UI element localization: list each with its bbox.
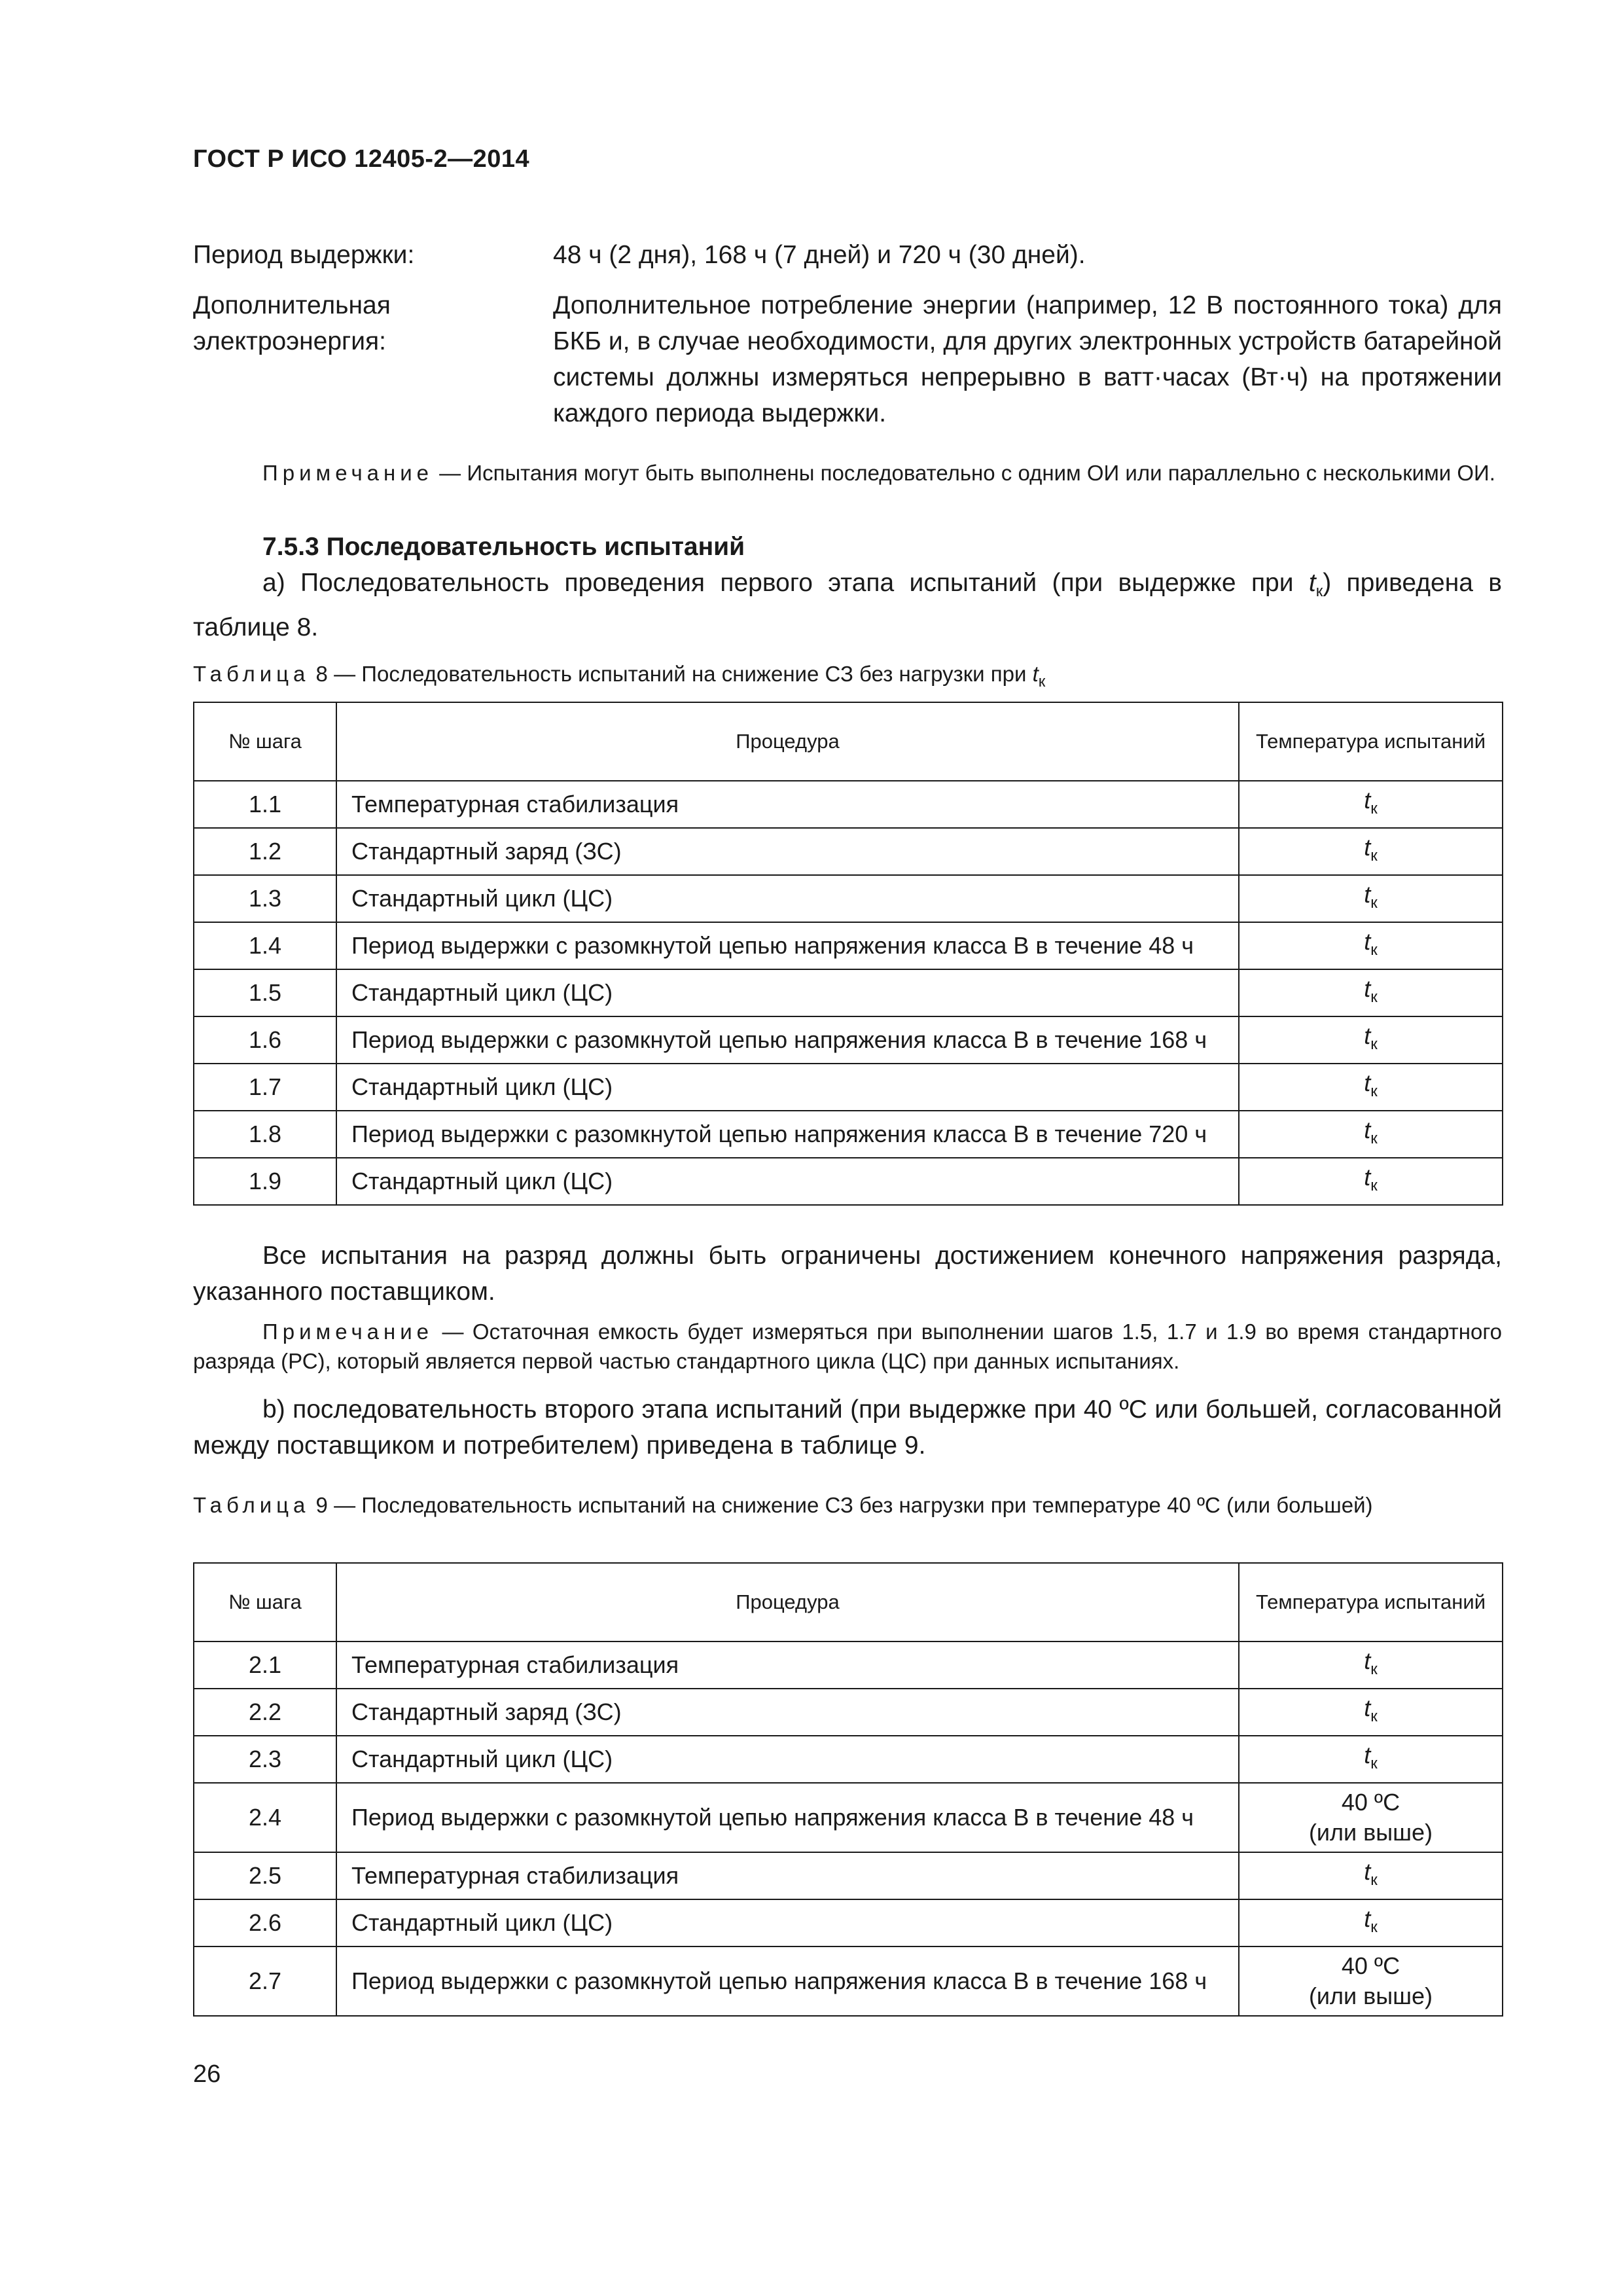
- column-header-step: № шага: [194, 1563, 336, 1641]
- paragraph-a: [193, 565, 1502, 645]
- procedure-cell: Стандартный цикл (ЦС): [336, 1064, 1239, 1111]
- symbol-letter: t: [1364, 1163, 1371, 1191]
- note-1: [193, 458, 1502, 488]
- note-label: Примечание: [262, 461, 434, 485]
- symbol-letter: t: [1308, 569, 1316, 597]
- procedure-cell: Стандартный заряд (ЗС): [336, 1689, 1239, 1736]
- t-k-symbol: [1364, 786, 1378, 817]
- note-label: Примечание: [262, 1319, 434, 1344]
- t-k-symbol: [1032, 662, 1046, 691]
- t-k-symbol: [1364, 1647, 1378, 1678]
- temperature-cell: [1239, 1736, 1503, 1783]
- note-text: — Остаточная емкость будет измеряться при выполнении шагов 1.5, 1.7 и 1.9 во время стандартного разряда (РС), который является первой частью стандартного цикла (ЦС) при данных испытаниях.: [193, 1319, 1502, 1373]
- document-code-header: ГОСТ Р ИСО 12405-2—2014: [193, 145, 530, 173]
- symbol-letter: t: [1364, 1741, 1371, 1768]
- t-k-symbol: [1308, 569, 1323, 600]
- temperature-cell: [1239, 828, 1503, 875]
- procedure-cell: Температурная стабилизация: [336, 781, 1239, 828]
- symbol-letter: t: [1364, 1694, 1371, 1721]
- temperature-cell: 40 ºС (или выше): [1239, 1783, 1503, 1852]
- symbol-letter: t: [1364, 786, 1371, 814]
- t-k-symbol: [1364, 927, 1378, 959]
- table-header-row: [194, 1563, 1503, 1641]
- symbol-letter: t: [1364, 1905, 1371, 1932]
- procedure-cell: Стандартный цикл (ЦС): [336, 875, 1239, 922]
- table-row: [194, 875, 1503, 922]
- table-9-caption: [193, 1490, 1502, 1520]
- t-k-symbol: [1364, 1116, 1378, 1147]
- temperature-cell: [1239, 1064, 1503, 1111]
- note-2: [193, 1317, 1502, 1376]
- column-header-procedure: Процедура: [336, 702, 1239, 781]
- t-k-symbol: [1364, 975, 1378, 1006]
- temperature-cell: [1239, 1016, 1503, 1064]
- table-row: [194, 1641, 1503, 1689]
- step-number-cell: 2.6: [194, 1899, 336, 1946]
- symbol-subscript: к: [1370, 1176, 1378, 1194]
- symbol-letter: t: [1364, 880, 1371, 908]
- definition-term: Период выдержки:: [193, 241, 415, 269]
- symbol-subscript: к: [1370, 1129, 1378, 1147]
- table-row: [194, 1064, 1503, 1111]
- step-number-cell: 1.7: [194, 1064, 336, 1111]
- step-number-cell: 1.3: [194, 875, 336, 922]
- step-number-cell: 1.6: [194, 1016, 336, 1064]
- temperature-cell: [1239, 1852, 1503, 1899]
- symbol-letter: t: [1364, 833, 1371, 861]
- procedure-cell: Стандартный цикл (ЦС): [336, 969, 1239, 1016]
- symbol-subscript: к: [1370, 1660, 1378, 1678]
- temperature-cell: [1239, 1689, 1503, 1736]
- t-k-symbol: [1364, 1857, 1378, 1889]
- table-8: [193, 702, 1503, 1206]
- caption-text: 9 — Последовательность испытаний на снижение СЗ без нагрузки при температуре 40 ºС (или большей): [310, 1493, 1373, 1517]
- step-number-cell: 2.2: [194, 1689, 336, 1736]
- symbol-letter: t: [1032, 662, 1039, 686]
- table-row: [194, 1689, 1503, 1736]
- step-number-cell: 1.5: [194, 969, 336, 1016]
- symbol-subscript: к: [1370, 941, 1378, 959]
- procedure-cell: Период выдержки с разомкнутой цепью напряжения класса В в течение 48 ч: [336, 922, 1239, 969]
- temperature-cell: [1239, 969, 1503, 1016]
- paragraph-discharge: Все испытания на разряд должны быть ограничены достижением конечного напряжения разряда, указанного поставщиком.: [193, 1242, 1502, 1306]
- symbol-subscript: к: [1315, 583, 1323, 600]
- table-row: [194, 1158, 1503, 1205]
- t-k-symbol: [1364, 1022, 1378, 1053]
- definition-row: [193, 287, 1502, 431]
- symbol-subscript: к: [1370, 893, 1378, 912]
- paragraph-a-text-end: ) приведена в таблице 8.: [193, 569, 1502, 641]
- symbol-subscript: к: [1370, 988, 1378, 1006]
- column-header-step: № шага: [194, 702, 336, 781]
- table-row: [194, 781, 1503, 828]
- step-number-cell: 2.7: [194, 1946, 336, 2016]
- procedure-cell: Период выдержки с разомкнутой цепью напряжения класса В в течение 720 ч: [336, 1111, 1239, 1158]
- t-k-symbol: [1364, 833, 1378, 865]
- temperature-cell: [1239, 1641, 1503, 1689]
- table-row: [194, 1736, 1503, 1783]
- symbol-subscript: к: [1370, 846, 1378, 865]
- temperature-cell: [1239, 922, 1503, 969]
- step-number-cell: 2.3: [194, 1736, 336, 1783]
- step-number-cell: 2.4: [194, 1783, 336, 1852]
- step-number-cell: 1.2: [194, 828, 336, 875]
- symbol-subscript: к: [1370, 1918, 1378, 1936]
- column-header-temperature: Температура испытаний: [1239, 1563, 1503, 1641]
- table-row: [194, 828, 1503, 875]
- table-8-caption: [193, 659, 1502, 696]
- t-k-symbol: [1364, 1163, 1378, 1194]
- procedure-cell: Стандартный цикл (ЦС): [336, 1158, 1239, 1205]
- symbol-subscript: к: [1370, 1035, 1378, 1053]
- temperature-cell: [1239, 781, 1503, 828]
- section-7-5-3: [193, 529, 1502, 645]
- procedure-cell: Стандартный цикл (ЦС): [336, 1736, 1239, 1783]
- symbol-letter: t: [1364, 1069, 1371, 1096]
- procedure-cell: Температурная стабилизация: [336, 1641, 1239, 1689]
- temperature-cell: [1239, 1158, 1503, 1205]
- paragraph-b: b) последовательность второго этапа испытаний (при выдержке при 40 ºС или большей, согласованной между поставщиком и потребителем) приведена в таблице 9.: [193, 1395, 1502, 1460]
- symbol-letter: t: [1364, 1857, 1371, 1885]
- step-number-cell: 2.5: [194, 1852, 336, 1899]
- t-k-symbol: [1364, 1905, 1378, 1936]
- t-k-symbol: [1364, 1741, 1378, 1772]
- table-row: [194, 1111, 1503, 1158]
- paragraph-a-text-start: а) Последовательность проведения первого этапа испытаний (при выдержке при: [262, 569, 1309, 597]
- step-number-cell: 1.4: [194, 922, 336, 969]
- table-row: [194, 922, 1503, 969]
- symbol-subscript: к: [1370, 1871, 1378, 1889]
- definition-row: [193, 237, 1502, 273]
- table-9: [193, 1562, 1503, 2017]
- temperature-cell: [1239, 1111, 1503, 1158]
- procedure-cell: Температурная стабилизация: [336, 1852, 1239, 1899]
- caption-label: Таблица: [193, 662, 310, 686]
- column-header-temperature: Температура испытаний: [1239, 702, 1503, 781]
- section-heading: 7.5.3 Последовательность испытаний: [262, 533, 745, 561]
- table-header-row: [194, 702, 1503, 781]
- caption-label: Таблица: [193, 1493, 310, 1517]
- step-number-cell: 1.1: [194, 781, 336, 828]
- procedure-cell: Период выдержки с разомкнутой цепью напряжения класса В в течение 168 ч: [336, 1016, 1239, 1064]
- symbol-subscript: к: [1370, 799, 1378, 817]
- symbol-subscript: к: [1370, 1707, 1378, 1725]
- definition-list: [193, 237, 1502, 446]
- symbol-subscript: к: [1038, 673, 1046, 691]
- symbol-letter: t: [1364, 1022, 1371, 1049]
- temperature-cell: 40 ºС (или выше): [1239, 1946, 1503, 2016]
- symbol-letter: t: [1364, 927, 1371, 955]
- table-row: [194, 1016, 1503, 1064]
- step-number-cell: 2.1: [194, 1641, 336, 1689]
- step-number-cell: 1.9: [194, 1158, 336, 1205]
- t-k-symbol: [1364, 1694, 1378, 1725]
- symbol-letter: t: [1364, 975, 1371, 1002]
- caption-text: 8 — Последовательность испытаний на снижение СЗ без нагрузки при: [310, 662, 1033, 686]
- temperature-cell: [1239, 875, 1503, 922]
- symbol-letter: t: [1364, 1116, 1371, 1143]
- symbol-letter: t: [1364, 1647, 1371, 1674]
- page-number: 26: [193, 2060, 221, 2088]
- t-k-symbol: [1364, 1069, 1378, 1100]
- procedure-cell: Период выдержки с разомкнутой цепью напряжения класса В в течение 168 ч: [336, 1946, 1239, 2016]
- table-row: [194, 1946, 1503, 2016]
- table-row: [194, 1783, 1503, 1852]
- symbol-subscript: к: [1370, 1082, 1378, 1100]
- step-number-cell: 1.8: [194, 1111, 336, 1158]
- procedure-cell: Период выдержки с разомкнутой цепью напряжения класса В в течение 48 ч: [336, 1783, 1239, 1852]
- table-row: [194, 1899, 1503, 1946]
- table-row: [194, 1852, 1503, 1899]
- definition-term: Дополнительная электроэнергия:: [193, 291, 391, 355]
- procedure-cell: Стандартный заряд (ЗС): [336, 828, 1239, 875]
- table-row: [194, 969, 1503, 1016]
- symbol-subscript: к: [1370, 1754, 1378, 1772]
- definition-value: 48 ч (2 дня), 168 ч (7 дней) и 720 ч (30 дней).: [553, 241, 1086, 269]
- column-header-procedure: Процедура: [336, 1563, 1239, 1641]
- temperature-cell: [1239, 1899, 1503, 1946]
- t-k-symbol: [1364, 880, 1378, 912]
- procedure-cell: Стандартный цикл (ЦС): [336, 1899, 1239, 1946]
- definition-value: Дополнительное потребление энергии (например, 12 В постоянного тока) для БКБ и, в случае необходимости, для других электронных устройств батарейной системы должны измеряться непрерывно в ватт·часах (Вт·ч) на протяжении каждого периода выдержки.: [553, 291, 1502, 427]
- note-text: — Испытания могут быть выполнены последовательно с одним ОИ или параллельно с несколькими ОИ.: [433, 461, 1495, 485]
